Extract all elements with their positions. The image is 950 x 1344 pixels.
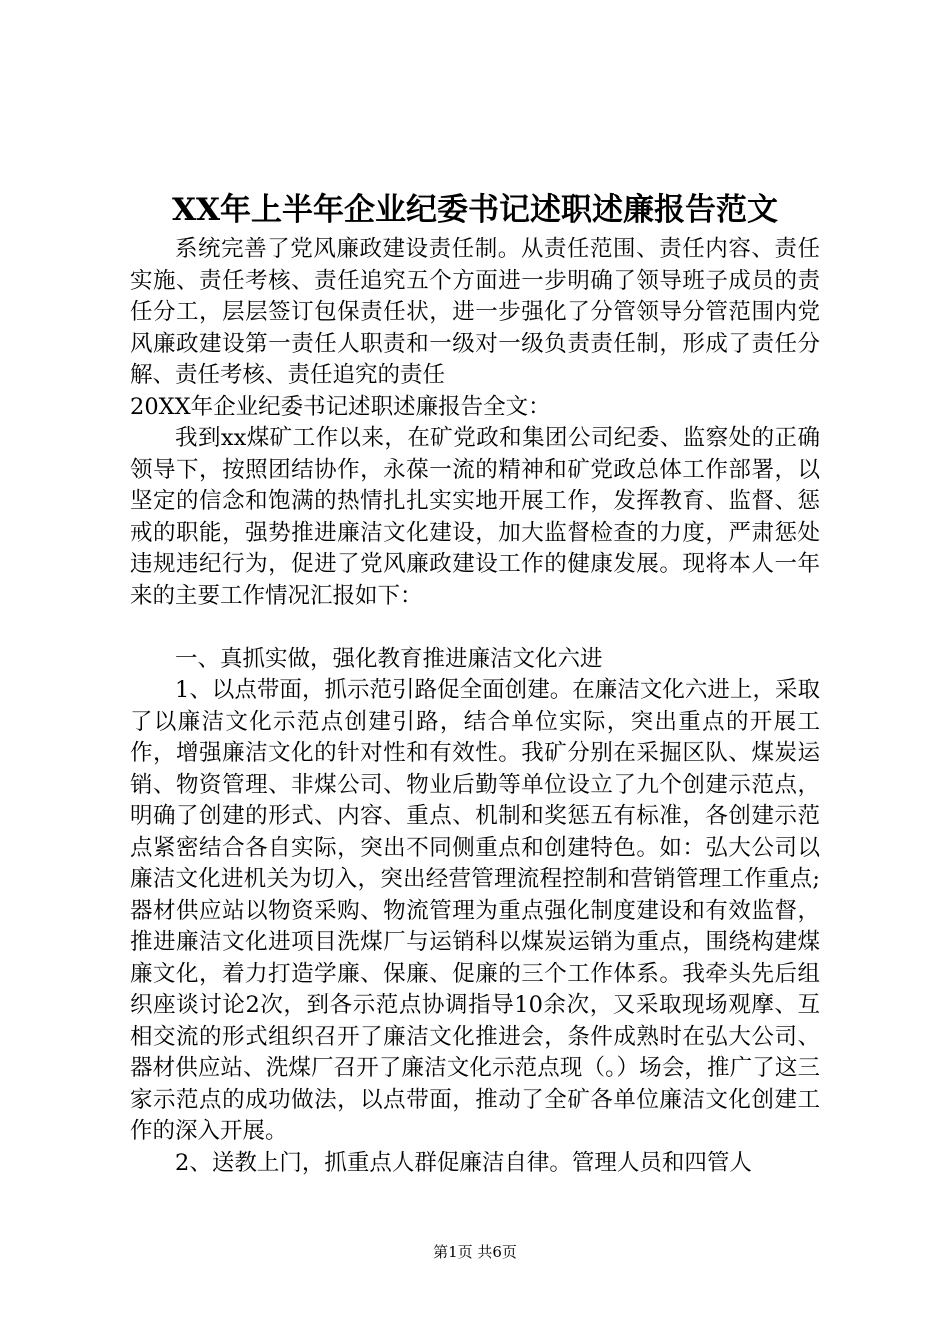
paragraph-full-text-heading: 20XX年企业纪委书记述职述廉报告全文： <box>130 393 551 420</box>
paragraph-responsibility-system: 系统完善了党风廉政建设责任制。从责任范围、责任内容、责任实施、责任考核、责任追究五个方面进一步明确了领导班子成员的责任分工，层层签订包保责任状，进一步强化了分管领导分管范围内党风廉政建设第一责任人职责和一级对一级负责责任制，形成了责任分解、责任考核、责任追究的责任 <box>130 236 820 388</box>
section-heading-1: 一、真抓实做，强化教育推进廉洁文化六进 <box>175 645 603 672</box>
page-number-footer: 第1页 共6页 <box>433 1243 517 1261</box>
document-title: XX年上半年企业纪委书记述职述廉报告范文 <box>171 192 779 228</box>
paragraph-introduction: 我到xx煤矿工作以来，在矿党政和集团公司纪委、监察处的正确领导下，按照团结协作，永葆一流的精神和矿党政总体工作部署，以坚定的信念和饱满的热情扎扎实实地开展工作，发挥教育、监督、惩戒的职能，强势推进廉洁文化建设，加大监督检查的力度，严肃惩处违规违纪行为，促进了党风廉政建设工作的健康发展。现将本人一年来的主要工作情况汇报如下： <box>130 425 820 609</box>
document-body <box>130 234 820 1179</box>
paragraph-item-1: 1、以点带面，抓示范引路促全面创建。在廉洁文化六进上，采取了以廉洁文化示范点创建引路，结合单位实际，突出重点的开展工作，增强廉洁文化的针对性和有效性。我矿分别在采掘区队、煤炭运销、物资管理、非煤公司、物业后勤等单位设立了九个创建示范点，明确了创建的形式、内容、重点、机制和奖惩五有标准，各创建示范点紧密结合各自实际，突出不同侧重点和创建特色。如：弘大公司以廉洁文化进机关为切入，突出经营管理流程控制和营销管理工作重点;器材供应站以物资采购、物流管理为重点强化制度建设和有效监督，推进廉洁文化进项目洗煤厂与运销科以煤炭运销为重点，围绕构建煤廉文化，着力打造学廉、保廉、促廉的三个工作体系。我牵头先后组织座谈讨论2次，到各示范点协调指导10余次，又采取现场观摩、互相交流的形式组织召开了廉洁文化推进会，条件成熟时在弘大公司、器材供应站、洗煤厂召开了廉洁文化示范点现（。）场会，推广了这三家示范点的成功做法，以点带面，推动了全矿各单位廉洁文化创建工作的深入开展。 <box>130 677 820 1144</box>
paragraph-item-2: 2、送教上门，抓重点人群促廉洁自律。管理人员和四管人 <box>175 1149 752 1176</box>
